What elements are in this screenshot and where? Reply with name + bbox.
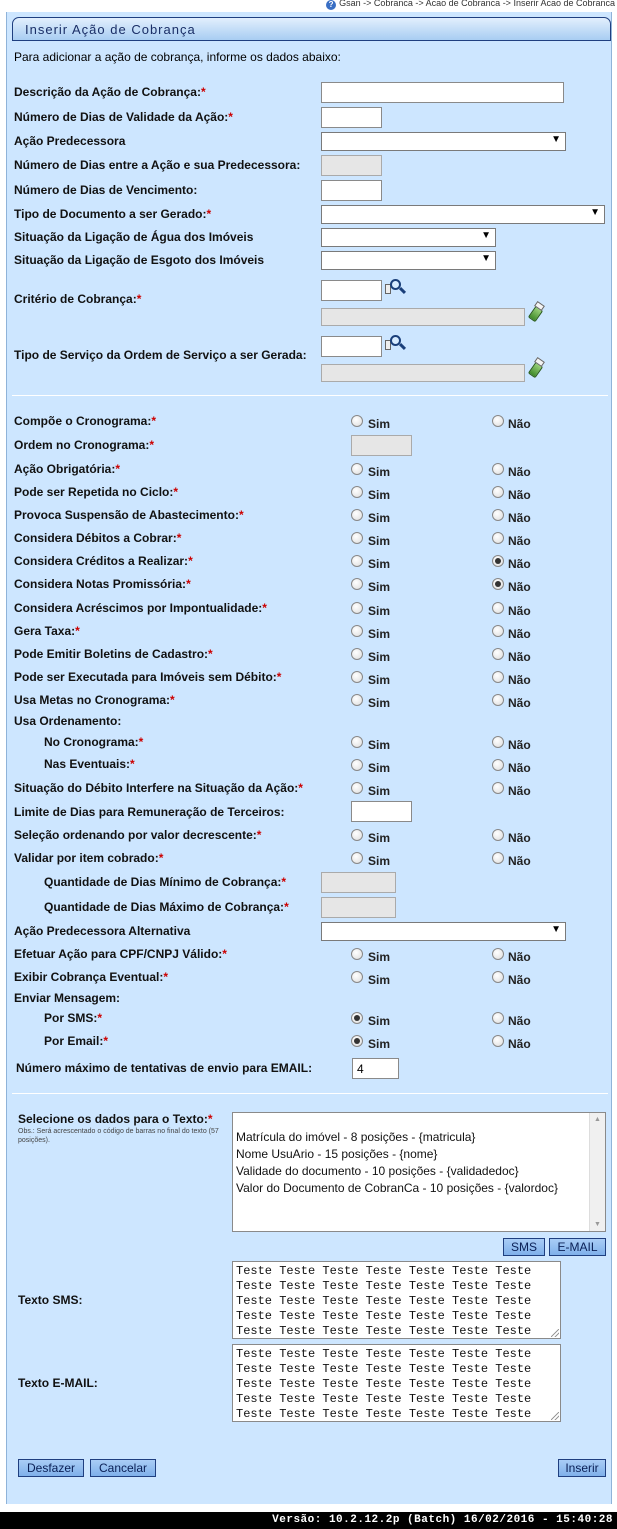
radio-label-nao: Não <box>508 417 531 431</box>
list-item[interactable]: Matrícula do imóvel - 8 posições - {matricula} <box>236 1130 476 1144</box>
dias-validade-input[interactable] <box>321 107 382 128</box>
label-creditos <box>14 554 193 568</box>
label-compoe-text: Compõe o Cronograma: <box>14 414 152 428</box>
required-mark: * <box>298 781 303 795</box>
label-criterio <box>14 292 141 306</box>
list-item[interactable]: Valor do Documento de CobranCa - 10 posições - {valordoc} <box>236 1181 558 1195</box>
suspensao-sim-radio[interactable] <box>351 509 363 521</box>
label-metas-text: Usa Metas no Cronograma: <box>14 693 171 707</box>
por-email-nao-radio[interactable] <box>492 1035 504 1047</box>
chevron-down-icon: ▼ <box>551 134 561 145</box>
radio-label-sim: Sim <box>368 604 391 618</box>
nas-eventuais-nao-radio[interactable] <box>492 759 504 771</box>
exibir-eventual-nao-radio[interactable] <box>492 971 504 983</box>
sit-esgoto-select[interactable] <box>321 251 496 270</box>
label-predecessora: Ação Predecessora <box>14 134 126 148</box>
radio-label-nao: Não <box>508 580 531 594</box>
label-ordem-text: Ordem no Cronograma: <box>14 438 150 452</box>
radio-label-sim: Sim <box>368 650 391 664</box>
label-qtd-min <box>44 875 286 889</box>
desfazer-button[interactable]: Desfazer <box>18 1459 84 1477</box>
metas-sim-radio[interactable] <box>351 694 363 706</box>
label-notas-text: Considera Notas Promissória: <box>14 577 187 591</box>
no-cronograma-sim-radio[interactable] <box>351 736 363 748</box>
label-por-email-text: Por Email: <box>44 1034 104 1048</box>
label-dias-validade <box>14 110 233 124</box>
label-acrescimos <box>14 601 267 615</box>
radio-label-sim: Sim <box>368 534 391 548</box>
required-mark: * <box>228 110 233 124</box>
required-mark: * <box>158 851 164 865</box>
taxa-nao-radio[interactable] <box>492 625 504 637</box>
radio-label-sim: Sim <box>368 511 391 525</box>
label-acrescimos-text: Considera Acréscimos por Impontualidade: <box>14 601 263 615</box>
qtd-max-input <box>321 897 396 918</box>
creditos-nao-radio[interactable] <box>492 555 504 567</box>
label-no-cronograma <box>44 735 143 749</box>
radio-label-sim: Sim <box>368 417 391 431</box>
radio-label-sim: Sim <box>368 1014 391 1028</box>
required-mark: * <box>138 735 144 749</box>
label-cpf-cnpj <box>14 947 227 961</box>
label-por-sms-text: Por SMS: <box>44 1011 98 1025</box>
label-debitos <box>14 531 181 545</box>
eraser-icon[interactable] <box>528 304 546 322</box>
radio-label-nao: Não <box>508 673 531 687</box>
label-tipo-servico: Tipo de Serviço da Ordem de Serviço a ser Gerada: <box>14 348 307 362</box>
compoe-sim-radio[interactable] <box>351 415 363 427</box>
tipo-documento-select[interactable] <box>321 205 605 224</box>
label-exibir-eventual-text: Exibir Cobrança Eventual: <box>14 970 164 984</box>
label-sem-debito <box>14 670 281 684</box>
label-compoe <box>14 414 156 428</box>
required-mark: * <box>188 554 193 568</box>
breadcrumb-text: Gsan -> Cobranca -> Acao de Cobranca -> Inserir Acao de Cobranca <box>339 0 615 8</box>
radio-label-nao: Não <box>508 557 531 571</box>
label-predecessora-alt: Ação Predecessora Alternativa <box>14 924 191 938</box>
label-dias-entre: Número de Dias entre a Ação e sua Predecessora: <box>14 158 301 172</box>
page-title: Inserir Ação de Cobrança <box>25 22 196 37</box>
inserir-button[interactable]: Inserir <box>558 1459 606 1477</box>
required-mark: * <box>97 1011 103 1025</box>
divider <box>12 1093 608 1094</box>
chevron-down-icon: ▼ <box>590 207 600 218</box>
radio-label-nao: Não <box>508 696 531 710</box>
acrescimos-sim-radio[interactable] <box>351 602 363 614</box>
texto-sms-textarea[interactable] <box>232 1261 561 1339</box>
label-dias-vencimento: Número de Dias de Vencimento: <box>14 183 198 197</box>
radio-label-nao: Não <box>508 604 531 618</box>
notas-sim-radio[interactable] <box>351 578 363 590</box>
radio-label-nao: Não <box>508 465 531 479</box>
required-mark: * <box>208 647 213 661</box>
exibir-eventual-sim-radio[interactable] <box>351 971 363 983</box>
label-selecao-ordenando-text: Seleção ordenando por valor decrescente: <box>14 828 257 842</box>
label-obrigatoria <box>14 462 120 476</box>
label-cpf-cnpj-text: Efetuar Ação para CPF/CNPJ Válido: <box>14 947 223 961</box>
label-notas <box>14 577 191 591</box>
label-boletins-text: Pode Emitir Boletins de Cadastro: <box>14 647 209 661</box>
radio-label-nao: Não <box>508 488 531 502</box>
debitos-sim-radio[interactable] <box>351 532 363 544</box>
label-selecione <box>18 1112 213 1126</box>
creditos-sim-radio[interactable] <box>351 555 363 567</box>
por-email-sim-radio[interactable] <box>351 1035 363 1047</box>
criterio-desc-input <box>321 308 525 326</box>
label-metas <box>14 693 175 707</box>
cpf-cnpj-nao-radio[interactable] <box>492 948 504 960</box>
qtd-min-input <box>321 872 396 893</box>
radio-label-nao: Não <box>508 650 531 664</box>
boletins-nao-radio[interactable] <box>492 648 504 660</box>
required-mark: * <box>170 693 175 707</box>
required-mark: * <box>207 1112 213 1126</box>
predecessora-select[interactable] <box>321 132 566 151</box>
required-mark: * <box>103 1034 109 1048</box>
required-mark: * <box>130 757 135 771</box>
label-qtd-max <box>44 900 289 914</box>
list-item[interactable]: Nome UsuArio - 15 posições - {nome} <box>236 1147 438 1161</box>
eraser-icon[interactable] <box>528 360 546 378</box>
por-sms-nao-radio[interactable] <box>492 1012 504 1024</box>
required-mark: * <box>186 577 191 591</box>
intro-text: Para adicionar a ação de cobrança, informe os dados abaixo: <box>14 50 341 64</box>
required-mark: * <box>256 828 262 842</box>
repetida-sim-radio[interactable] <box>351 486 363 498</box>
sit-debito-nao-radio[interactable] <box>492 782 504 794</box>
label-taxa <box>14 624 80 638</box>
required-mark: * <box>173 485 179 499</box>
radio-label-sim: Sim <box>368 488 391 502</box>
radio-label-nao: Não <box>508 761 531 775</box>
text-fields-listbox[interactable] <box>232 1112 606 1232</box>
radio-label-sim: Sim <box>368 627 391 641</box>
radio-label-nao: Não <box>508 738 531 752</box>
resize-grip-icon[interactable] <box>551 1412 559 1420</box>
radio-label-sim: Sim <box>368 465 391 479</box>
required-mark: * <box>115 462 121 476</box>
radio-label-nao: Não <box>508 627 531 641</box>
label-selecao-ordenando <box>14 828 261 842</box>
por-sms-sim-radio[interactable] <box>351 1012 363 1024</box>
label-obrigatoria-text: Ação Obrigatória: <box>14 462 116 476</box>
no-cronograma-nao-radio[interactable] <box>492 736 504 748</box>
label-selecione-text: Selecione os dados para o Texto: <box>18 1112 208 1126</box>
label-suspensao-text: Provoca Suspensão de Abastecimento: <box>14 508 239 522</box>
required-mark: * <box>276 670 282 684</box>
required-mark: * <box>262 601 267 615</box>
required-mark: * <box>136 292 142 306</box>
taxa-sim-radio[interactable] <box>351 625 363 637</box>
texto-sms-value: Teste Teste Teste Teste Teste Teste Teste Teste Teste Teste Teste Teste Teste Teste Teste Teste Teste Teste Teste Teste Teste Teste Teste Teste Teste Teste Teste Teste Teste Teste Teste Teste Teste Teste Teste <box>236 1264 532 1338</box>
title-bar <box>12 17 611 41</box>
chevron-down-icon: ▼ <box>481 253 491 264</box>
selecao-ordenando-sim-radio[interactable] <box>351 829 363 841</box>
radio-label-nao: Não <box>508 511 531 525</box>
radio-label-nao: Não <box>508 1014 531 1028</box>
required-mark: * <box>200 85 206 99</box>
label-qtd-max-text: Quantidade de Dias Máximo de Cobrança: <box>44 900 285 914</box>
radio-label-sim: Sim <box>368 784 391 798</box>
label-max-tentativas: Número máximo de tentativas de envio para EMAIL: <box>16 1061 313 1075</box>
required-mark: * <box>238 508 244 522</box>
resize-grip-icon[interactable] <box>551 1329 559 1337</box>
label-tipo-documento <box>14 207 211 221</box>
required-mark: * <box>284 900 289 914</box>
radio-label-nao: Não <box>508 854 531 868</box>
label-boletins <box>14 647 213 661</box>
texto-email-value: Teste Teste Teste Teste Teste Teste Teste Teste Teste Teste Teste Teste Teste Teste Teste Teste Teste Teste Teste Teste Teste Teste Teste Teste Teste Teste Teste Teste Teste Teste Teste Teste Teste Teste Teste <box>236 1347 532 1421</box>
nas-eventuais-sim-radio[interactable] <box>351 759 363 771</box>
radio-label-sim: Sim <box>368 761 391 775</box>
required-mark: * <box>222 947 227 961</box>
scrollbar[interactable] <box>589 1113 605 1231</box>
radio-label-sim: Sim <box>368 950 391 964</box>
label-nas-eventuais <box>44 757 135 771</box>
limite-dias-input[interactable] <box>351 801 412 822</box>
debitos-nao-radio[interactable] <box>492 532 504 544</box>
version-footer: Versão: 10.2.12.2p (Batch) 16/02/2016 - 15:40:28 <box>0 1512 617 1529</box>
label-exibir-eventual <box>14 970 168 984</box>
ordem-input <box>351 435 412 456</box>
radio-label-sim: Sim <box>368 580 391 594</box>
dias-vencimento-input[interactable] <box>321 180 382 201</box>
divider <box>12 395 608 396</box>
obrigatoria-nao-radio[interactable] <box>492 463 504 475</box>
label-tipo-documento-text: Tipo de Documento a ser Gerado: <box>14 207 207 221</box>
label-repetida <box>14 485 178 499</box>
chevron-down-icon: ▼ <box>551 924 561 935</box>
email-button[interactable]: E-MAIL <box>549 1238 606 1256</box>
radio-label-nao: Não <box>508 973 531 987</box>
label-sem-debito-text: Pode ser Executada para Imóveis sem Débito: <box>14 670 277 684</box>
required-mark: * <box>281 875 287 889</box>
label-texto-sms: Texto SMS: <box>18 1293 83 1307</box>
radio-label-nao: Não <box>508 950 531 964</box>
label-sit-debito <box>14 781 303 795</box>
label-descricao <box>14 85 206 99</box>
radio-label-sim: Sim <box>368 557 391 571</box>
label-descricao-text: Descrição da Ação de Cobrança: <box>14 85 201 99</box>
predecessora-alt-select[interactable] <box>321 922 566 941</box>
radio-label-sim: Sim <box>368 738 391 752</box>
obrigatoria-sim-radio[interactable] <box>351 463 363 475</box>
descricao-input[interactable] <box>321 82 564 103</box>
label-no-cronograma-text: No Cronograma: <box>44 735 139 749</box>
scroll-down-icon[interactable]: ▼ <box>594 1221 601 1228</box>
texto-email-textarea[interactable] <box>232 1344 561 1422</box>
boletins-sim-radio[interactable] <box>351 648 363 660</box>
radio-label-sim: Sim <box>368 673 391 687</box>
radio-label-nao: Não <box>508 784 531 798</box>
label-creditos-text: Considera Créditos a Realizar: <box>14 554 189 568</box>
radio-label-sim: Sim <box>368 854 391 868</box>
label-validar-item <box>14 851 163 865</box>
label-suspensao <box>14 508 244 522</box>
radio-label-sim: Sim <box>368 973 391 987</box>
compoe-nao-radio[interactable] <box>492 415 504 427</box>
cpf-cnpj-sim-radio[interactable] <box>351 948 363 960</box>
label-limite-dias: Limite de Dias para Remuneração de Terceiros: <box>14 805 285 819</box>
label-taxa-text: Gera Taxa: <box>14 624 76 638</box>
required-mark: * <box>206 207 212 221</box>
radio-label-nao: Não <box>508 1037 531 1051</box>
label-por-email <box>44 1034 108 1048</box>
label-criterio-text: Critério de Cobrança: <box>14 292 137 306</box>
radio-label-sim: Sim <box>368 831 391 845</box>
sms-button[interactable]: SMS <box>503 1238 545 1256</box>
label-nas-eventuais-text: Nas Eventuais: <box>44 757 131 771</box>
label-por-sms <box>44 1011 102 1025</box>
sit-agua-select[interactable] <box>321 228 496 247</box>
tipo-servico-code-input[interactable] <box>321 336 382 357</box>
validar-item-nao-radio[interactable] <box>492 852 504 864</box>
label-enviar-msg: Enviar Mensagem: <box>14 991 121 1005</box>
magnifier-icon[interactable] <box>385 278 407 298</box>
label-ordenamento: Usa Ordenamento: <box>14 714 122 728</box>
repetida-nao-radio[interactable] <box>492 486 504 498</box>
label-repetida-text: Pode ser Repetida no Ciclo: <box>14 485 174 499</box>
obs-note: Obs.: Será acrescentado o código de barras no final do texto (57 posições). <box>18 1128 219 1144</box>
label-texto-email: Texto E-MAIL: <box>18 1376 98 1390</box>
label-qtd-min-text: Quantidade de Dias Mínimo de Cobrança: <box>44 875 282 889</box>
cancelar-button[interactable]: Cancelar <box>90 1459 156 1477</box>
tipo-servico-desc-input <box>321 364 525 382</box>
label-debitos-text: Considera Débitos a Cobrar: <box>14 531 177 545</box>
label-dias-validade-text: Número de Dias de Validade da Ação: <box>14 110 229 124</box>
list-item[interactable]: Validade do documento - 10 posições - {validadedoc} <box>236 1164 519 1178</box>
label-sit-debito-text: Situação do Débito Interfere na Situação da Ação: <box>14 781 299 795</box>
suspensao-nao-radio[interactable] <box>492 509 504 521</box>
sit-debito-sim-radio[interactable] <box>351 782 363 794</box>
required-mark: * <box>75 624 80 638</box>
acrescimos-nao-radio[interactable] <box>492 602 504 614</box>
label-validar-item-text: Validar por item cobrado: <box>14 851 159 865</box>
radio-label-sim: Sim <box>368 1037 391 1051</box>
help-icon[interactable]: ? <box>326 0 336 10</box>
notas-nao-radio[interactable] <box>492 578 504 590</box>
label-ordem <box>14 438 154 452</box>
scroll-up-icon[interactable]: ▲ <box>594 1116 601 1123</box>
label-sit-esgoto: Situação da Ligação de Esgoto dos Imóveis <box>14 253 265 267</box>
radio-label-sim: Sim <box>368 696 391 710</box>
required-mark: * <box>176 531 182 545</box>
magnifier-icon[interactable] <box>385 334 407 354</box>
dias-entre-input <box>321 155 382 176</box>
metas-nao-radio[interactable] <box>492 694 504 706</box>
breadcrumb <box>326 0 615 10</box>
chevron-down-icon: ▼ <box>481 230 491 241</box>
label-sit-agua: Situação da Ligação de Água dos Imóveis <box>14 230 254 244</box>
validar-item-sim-radio[interactable] <box>351 852 363 864</box>
radio-label-nao: Não <box>508 831 531 845</box>
selecao-ordenando-nao-radio[interactable] <box>492 829 504 841</box>
required-mark: * <box>151 414 157 428</box>
sem-debito-nao-radio[interactable] <box>492 671 504 683</box>
radio-label-nao: Não <box>508 534 531 548</box>
required-mark: * <box>163 970 169 984</box>
sem-debito-sim-radio[interactable] <box>351 671 363 683</box>
required-mark: * <box>149 438 155 452</box>
criterio-code-input[interactable] <box>321 280 382 301</box>
max-tentativas-input[interactable]: 4 <box>352 1058 399 1079</box>
